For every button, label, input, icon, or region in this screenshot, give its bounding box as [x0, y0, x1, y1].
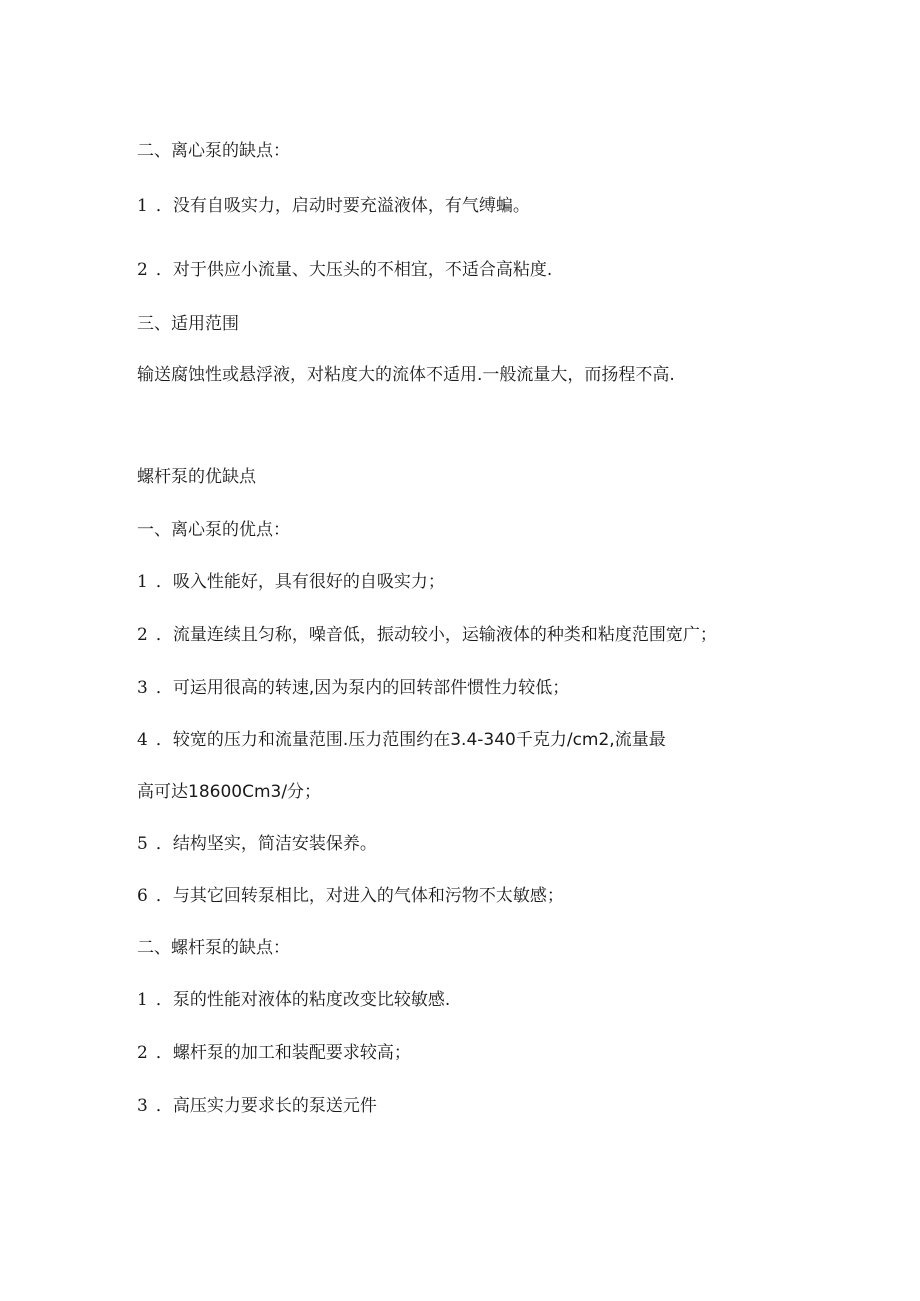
item-number: 3 [137, 1096, 148, 1116]
screw-cons-heading: 二、螺杆泵的缺点： [137, 938, 290, 958]
item-text: ．泵的性能对液体的粘度改变比较敏感. [155, 990, 451, 1010]
screw-pros-heading: 一、离心泵的优点： [137, 520, 290, 540]
centrifugal-cons-item-2 [137, 259, 552, 281]
item-number: 5 [137, 834, 148, 854]
item-number: 2 [137, 1043, 148, 1063]
screw-cons-item-2 [137, 1042, 411, 1064]
screw-pros-item-2 [137, 624, 717, 646]
centrifugal-cons-heading: 二、离心泵的缺点： [137, 141, 290, 161]
item-text: ．没有自吸实力，启动时要充溢液体，有气缚蝙。 [155, 196, 530, 216]
item-text: ．吸入性能好，具有很好的自吸实力； [155, 572, 445, 592]
item-number: 4 [137, 730, 148, 750]
screw-pros-item-3 [137, 677, 569, 699]
item-text: ．结构坚实，简洁安装保养。 [155, 834, 377, 854]
screw-cons-item-1 [137, 989, 450, 1011]
centrifugal-cons-item-1 [137, 195, 530, 217]
item-text: ．流量连续且匀称，噪音低，振动较小，运输液体的种类和粘度范围宽广； [155, 625, 717, 645]
screw-pros-item-6 [137, 885, 564, 907]
item-number: 1 [137, 572, 148, 592]
screw-pros-item-4 [137, 729, 666, 751]
item-number: 3 [137, 678, 148, 698]
item-text: ．与其它回转泵相比，对进入的气体和污物不太敏感； [155, 886, 564, 906]
screw-cons-item-3 [137, 1095, 377, 1117]
scope-heading: 三、适用范围 [137, 314, 239, 334]
screw-pros-item-4-continued [137, 781, 321, 803]
item-text: ．对于供应小流量、大压头的不相宜，不适合高粘度. [155, 260, 553, 280]
screw-pros-item-5 [137, 833, 377, 855]
item-number: 6 [137, 886, 148, 906]
item-text: ．可运用很高的转速,因为泵内的回转部件惯性力较低； [155, 678, 570, 698]
item-number: 2 [137, 260, 148, 280]
item-text: 高可达18600Cm3/分； [137, 782, 322, 802]
item-text: ．高压实力要求长的泵送元件 [155, 1096, 377, 1116]
item-text: ．较宽的压力和流量范围.压力范围约在3.4-340千克力/cm2,流量最 [155, 730, 666, 750]
screw-pump-title: 螺杆泵的优缺点 [137, 467, 256, 487]
screw-pros-item-1 [137, 571, 445, 593]
item-number: 1 [137, 990, 148, 1010]
item-number: 2 [137, 625, 148, 645]
item-text: ．螺杆泵的加工和装配要求较高； [155, 1043, 411, 1063]
item-number: 1 [137, 196, 148, 216]
scope-text: 输送腐蚀性或悬浮液，对粘度大的流体不适用.一般流量大，而扬程不高. [137, 365, 675, 385]
